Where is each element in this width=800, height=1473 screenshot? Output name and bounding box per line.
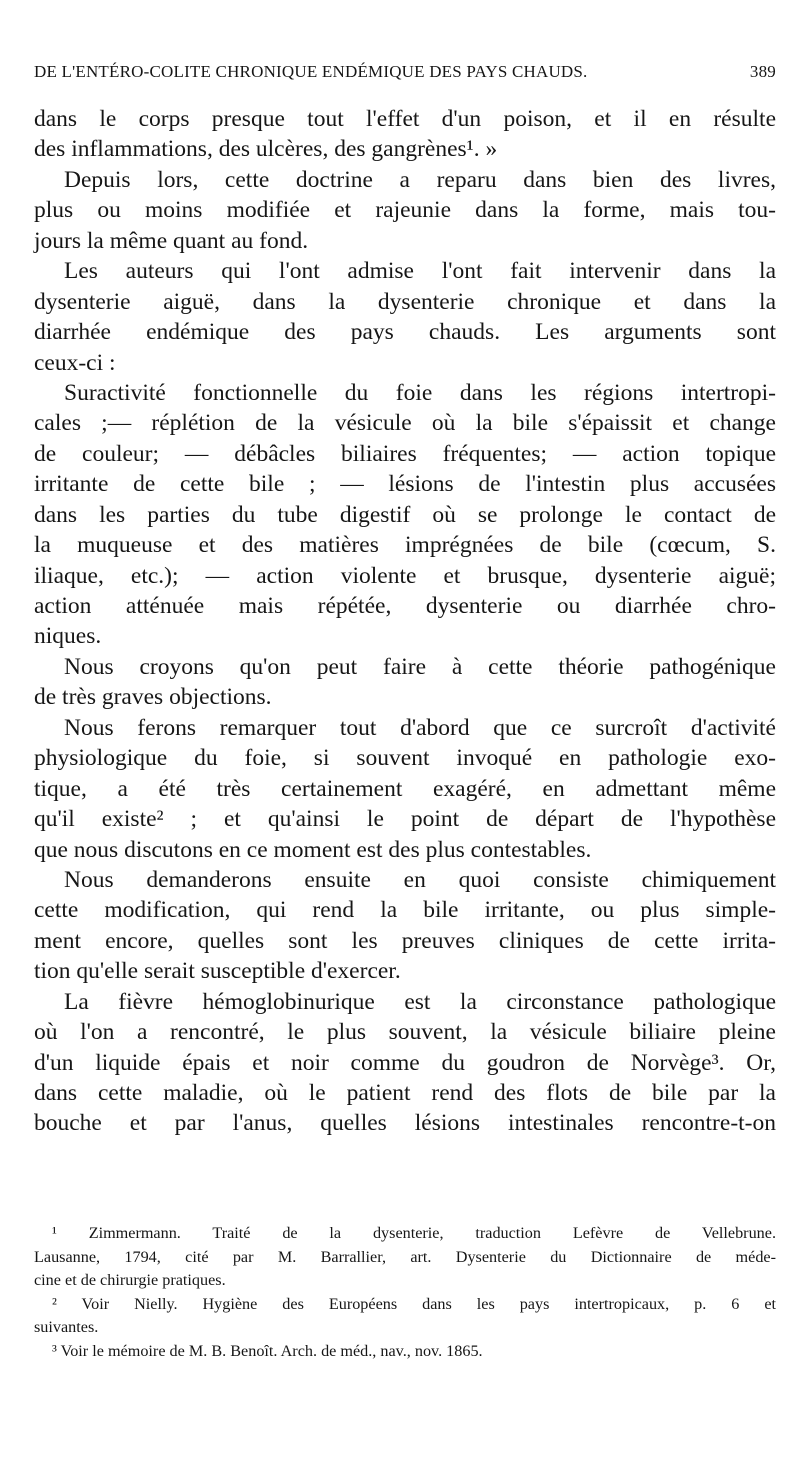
text-line: physiologique du foie, si souvent invoqué en pathologie exo-	[34, 745, 776, 772]
text-line: Depuis lors, cette doctrine a reparu dans bien des livres,	[64, 166, 776, 193]
text-line: diarrhée endémique des pays chauds. Les arguments sont	[34, 319, 776, 346]
text-line: Nous demanderons ensuite en quoi consiste chimiquement	[64, 866, 776, 893]
text-line: cette modification, qui rend la bile irritante, ou plus simple-	[34, 897, 776, 924]
text-line: ceux-ci :	[34, 349, 116, 376]
text-line: dans les parties du tube digestif où se prolonge le contact de	[34, 501, 776, 528]
text-line: d'un liquide épais et noir comme du goudron de Norvège³. Or,	[34, 1049, 776, 1076]
text-line: de très graves objections.	[34, 684, 272, 711]
text-line: plus ou moins modifiée et rajeunie dans la forme, mais tou-	[34, 197, 776, 224]
footnotes	[34, 1222, 776, 1363]
text-line: Les auteurs qui l'ont admise l'ont fait intervenir dans la	[64, 258, 776, 285]
text-line: La fièvre hémoglobinurique est la circonstance pathologique	[64, 988, 776, 1015]
page-number: 389	[749, 62, 776, 81]
text-line: tion qu'elle serait susceptible d'exercer.	[34, 958, 401, 985]
text-line: cales ;— réplétion de la vésicule où la bile s'épaissit et change	[34, 410, 776, 437]
text-line: dans le corps presque tout l'effet d'un poison, et il en résulte	[34, 106, 776, 132]
text-line: iliaque, etc.); — action violente et brusque, dysenterie aiguë;	[34, 562, 776, 589]
body-text	[34, 104, 776, 1139]
text-line: où l'on a rencontré, le plus souvent, la vésicule biliaire pleine	[34, 1019, 776, 1046]
footnote-line: suivantes.	[34, 1318, 99, 1336]
footnote-line: Lausanne, 1794, cité par M. Barrallier, art. Dysenterie du Dictionnaire de méde-	[34, 1247, 776, 1266]
text-line: dans cette maladie, où le patient rend des flots de bile par la	[34, 1080, 776, 1106]
text-line: bouche et par l'anus, quelles lésions intestinales rencontre-t-on	[34, 1110, 776, 1137]
text-line: la muqueuse et des matières imprégnées de bile (cœcum, S.	[34, 532, 776, 559]
footnote-line: ³ Voir le mémoire de M. B. Benoît. Arch. de méd., nav., nov. 1865.	[52, 1341, 483, 1360]
running-title: DE L'ENTÉRO-COLITE CHRONIQUE ENDÉMIQUE DES PAYS CHAUDS.	[34, 62, 588, 81]
text-line: tique, a été très certainement exagéré, en admettant même	[34, 775, 776, 802]
footnote-line: ² Voir Nielly. Hygiène des Européens dans les pays intertropicaux, p. 6 et	[52, 1294, 776, 1313]
text-line: irritante de cette bile ; — lésions de l'intestin plus accusées	[34, 471, 776, 498]
text-line: que nous discutons en ce moment est des plus contestables.	[34, 836, 592, 863]
text-line: des inflammations, des ulcères, des gangrènes¹. »	[34, 136, 498, 163]
footnote-line: cine et de chirurgie pratiques.	[34, 1271, 226, 1289]
text-line: Nous ferons remarquer tout d'abord que ce surcroît d'activité	[64, 714, 776, 741]
text-line: jours la même quant au fond.	[34, 227, 309, 254]
text-line: de couleur; — débâcles biliaires fréquentes; — action topique	[34, 440, 776, 467]
text-line: qu'il existe² ; et qu'ainsi le point de départ de l'hypothèse	[34, 806, 776, 833]
footnote-line: ¹ Zimmermann. Traité de la dysenterie, traduction Lefèvre de Vellebrune.	[52, 1224, 776, 1242]
text-line: niques.	[34, 623, 102, 650]
text-line: dysenterie aiguë, dans la dysenterie chronique et dans la	[34, 288, 776, 315]
text-line: ment encore, quelles sont les preuves cliniques de cette irrita-	[34, 927, 776, 954]
text-line: Nous croyons qu'on peut faire à cette théorie pathogénique	[64, 653, 776, 680]
text-line: action atténuée mais répétée, dysenterie ou diarrhée chro-	[34, 593, 776, 619]
text-line: Suractivité fonctionnelle du foie dans les régions intertropi-	[64, 379, 776, 406]
